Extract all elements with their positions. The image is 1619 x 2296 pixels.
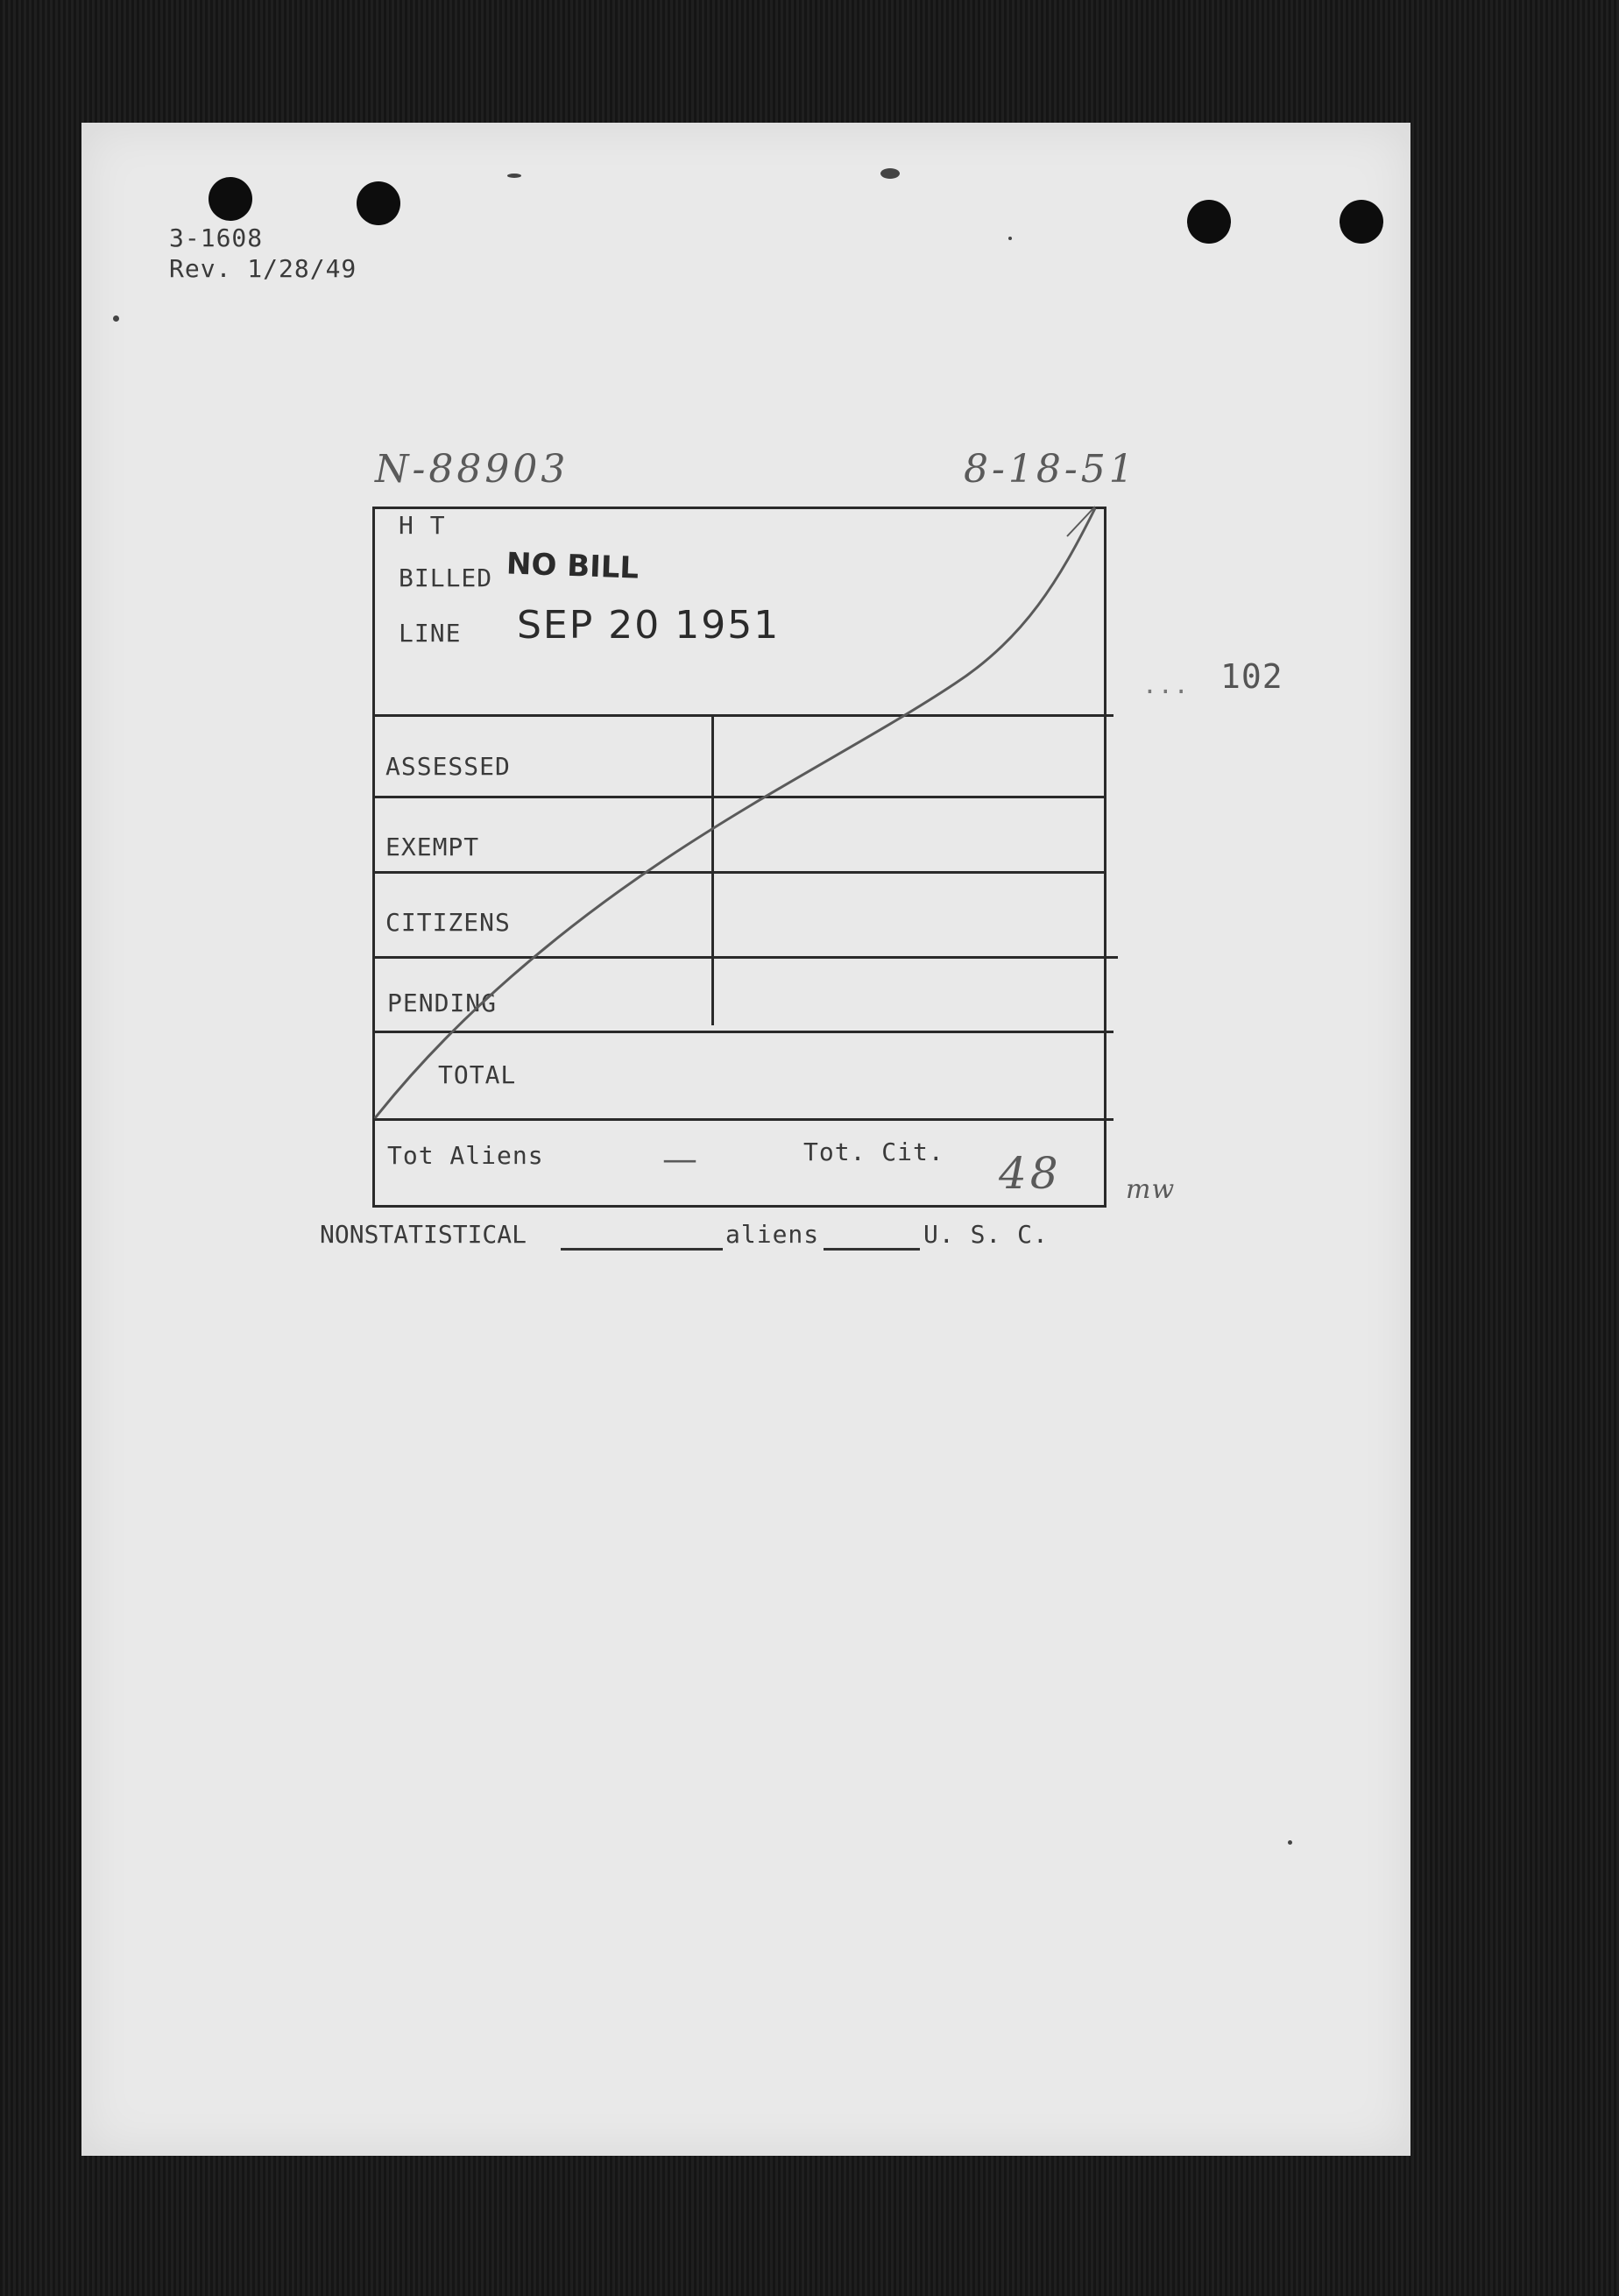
form-revision: Rev. 1/28/49 [169,254,357,283]
side-dash: ... [1142,670,1190,699]
date-stamp: SEP 20 1951 [517,603,781,648]
label-tot-cit: Tot. Cit. [803,1137,944,1166]
no-bill-stamp: NO BILL [505,546,640,586]
label-aliens: aliens [725,1220,820,1249]
label-usc: U. S. C. [923,1220,1049,1249]
label-billed: BILLED [399,563,493,592]
side-number: 102 [1220,657,1283,696]
handwritten-date: 8-18-51 [964,447,1137,492]
label-citizens: CITIZENS [385,908,511,937]
handwritten-initials: mw [1126,1174,1176,1205]
label-total: TOTAL [438,1060,517,1089]
label-ht: H T [399,511,446,540]
handwritten-case-number: N-88903 [375,447,569,492]
label-tot-aliens: Tot Aliens [387,1141,544,1170]
label-nonstatistical: NONSTATISTICAL [320,1220,527,1249]
label-pending: PENDING [387,989,498,1017]
handwritten-dash: — [662,1139,701,1180]
label-line: LINE [399,619,462,648]
form-number: 3-1608 [169,223,264,252]
nonstatistical-blank [561,1248,723,1251]
aliens-blank [824,1248,920,1251]
handwritten-total-citizens: 48 [999,1148,1062,1199]
label-assessed: ASSESSED [385,752,511,781]
label-exempt: EXEMPT [385,833,480,861]
